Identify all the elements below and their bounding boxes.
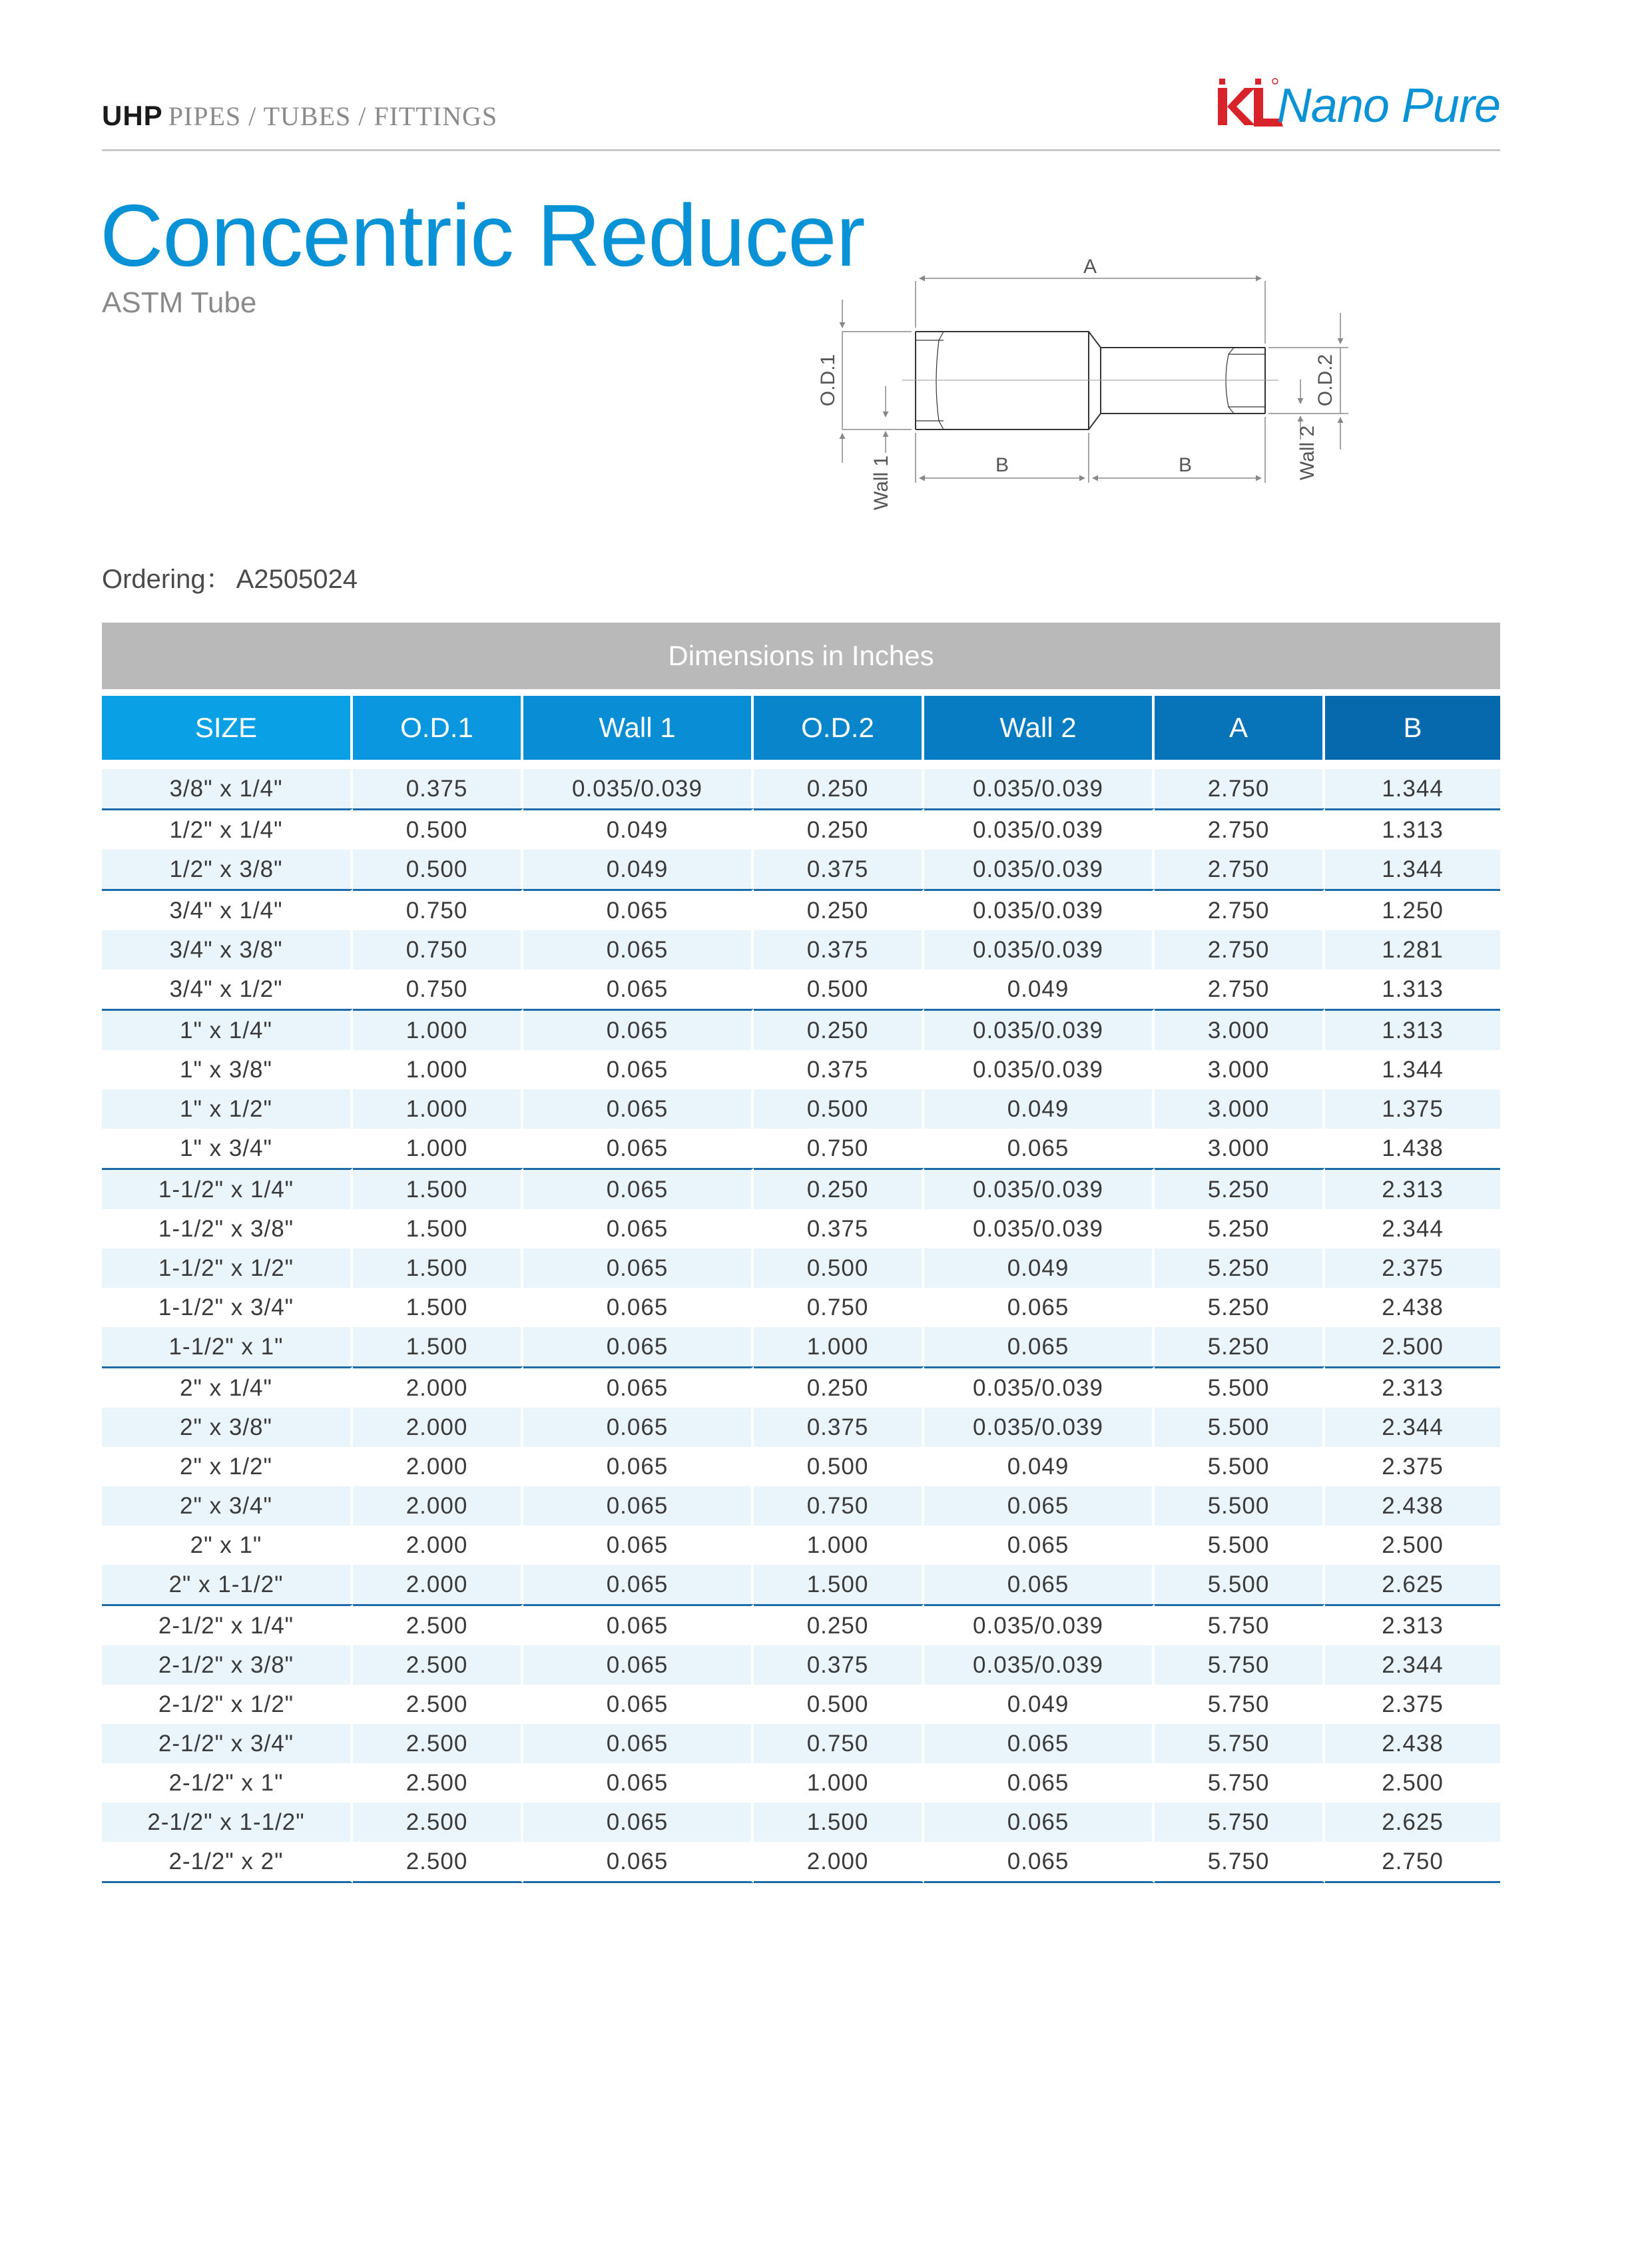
size-cell: 1" x 3/4" <box>102 1129 353 1168</box>
value-cell: 5.250 <box>1155 1327 1325 1366</box>
dimension-labels <box>817 256 1336 510</box>
value-cell: 0.065 <box>523 1842 754 1883</box>
table-row <box>102 808 1500 850</box>
value-cell: 2.375 <box>1382 1453 1444 1480</box>
value-cell: 2.750 <box>1155 970 1325 1009</box>
value-cell: 2.500 <box>353 1645 523 1685</box>
value-cell: 0.250 <box>754 889 924 930</box>
value-cell: 0.250 <box>754 760 924 808</box>
column-header: O.D.2 <box>754 696 924 760</box>
value-cell: 0.065 <box>523 1089 754 1129</box>
value-cell: 5.250 <box>1155 1209 1325 1249</box>
value-cell: 0.500 <box>353 808 523 850</box>
dim-label-b1: B <box>995 454 1009 476</box>
value-cell: 0.250 <box>754 1168 924 1209</box>
value-cell: 0.065 <box>924 1763 1155 1803</box>
value-cell: 0.750 <box>754 1129 924 1168</box>
table-caption: Dimensions in Inches <box>102 623 1500 689</box>
value-cell: 0.035/0.039 <box>924 1366 1155 1408</box>
value-cell: 0.035/0.039 <box>924 930 1155 970</box>
value-cell: 2.750 <box>1155 850 1325 889</box>
value-cell: 2.375 <box>1382 1691 1444 1717</box>
value-cell: 0.500 <box>754 1685 924 1724</box>
value-cell: 0.500 <box>353 850 523 889</box>
value-cell: 5.500 <box>1155 1447 1325 1486</box>
value-cell: 0.065 <box>523 1129 754 1168</box>
value-cell: 2.000 <box>353 1408 523 1447</box>
value-cell: 0.035/0.039 <box>924 1050 1155 1089</box>
value-cell: 2.500 <box>353 1724 523 1763</box>
value-cell: 0.375 <box>754 1408 924 1447</box>
value-cell: 0.375 <box>353 760 523 808</box>
header-divider <box>102 149 1500 151</box>
table-row <box>102 1685 1500 1724</box>
size-cell: 2-1/2" x 3/4" <box>102 1724 353 1763</box>
value-cell: 5.750 <box>1155 1842 1325 1883</box>
table-body <box>102 760 1500 1883</box>
table-row <box>102 889 1500 930</box>
dim-label-od2: O.D.2 <box>1314 354 1336 407</box>
value-cell: 0.049 <box>924 1685 1155 1724</box>
value-cell: 0.250 <box>754 808 924 850</box>
column-header: B <box>1325 696 1500 760</box>
value-cell: 0.065 <box>924 1288 1155 1327</box>
table-row <box>102 1803 1500 1842</box>
value-cell: 0.035/0.039 <box>924 1645 1155 1685</box>
kl-logo-icon <box>1214 73 1287 140</box>
value-cell: 5.500 <box>1155 1565 1325 1604</box>
size-cell: 1" x 3/8" <box>102 1050 353 1089</box>
value-cell: 2.750 <box>1155 889 1325 930</box>
value-cell: 2.500 <box>353 1685 523 1724</box>
value-cell: 0.049 <box>924 1089 1155 1129</box>
value-cell: 0.035/0.039 <box>924 1604 1155 1645</box>
value-cell: 2.500 <box>353 1763 523 1803</box>
value-cell: 2.625 <box>1325 1803 1500 1842</box>
size-cell: 1-1/2" x 1/2" <box>102 1249 353 1288</box>
value-cell: 3.000 <box>1155 1050 1325 1089</box>
value-cell: 1.500 <box>754 1803 924 1842</box>
table-row <box>102 1763 1500 1803</box>
header-row <box>102 696 1500 760</box>
value-cell: 0.065 <box>924 1565 1155 1604</box>
value-cell: 2.438 <box>1325 1724 1500 1763</box>
value-cell: 0.250 <box>754 1366 924 1408</box>
value-cell: 1.250 <box>1325 889 1500 930</box>
size-cell: 2" x 1/4" <box>102 1366 353 1408</box>
value-cell: 1.500 <box>353 1327 523 1366</box>
value-cell: 0.065 <box>924 1129 1155 1168</box>
table-row <box>102 1209 1500 1249</box>
value-cell: 0.500 <box>754 1447 924 1486</box>
column-header: Wall 1 <box>523 696 754 760</box>
value-cell: 2.500 <box>353 1803 523 1842</box>
value-cell: 1.000 <box>353 1129 523 1168</box>
table-row <box>102 760 1500 808</box>
value-cell: 2.500 <box>1325 1327 1500 1366</box>
value-cell: 0.065 <box>523 1803 754 1842</box>
size-cell: 3/4" x 1/2" <box>102 970 353 1009</box>
value-cell: 1.500 <box>353 1209 523 1249</box>
value-cell: 0.035/0.039 <box>924 1168 1155 1209</box>
table-row <box>102 850 1500 889</box>
dim-label-a: A <box>1083 256 1097 278</box>
table-row <box>102 1486 1500 1526</box>
dim-label-wall2: Wall 2 <box>1296 425 1318 481</box>
value-cell: 0.049 <box>924 1447 1155 1486</box>
value-cell: 5.750 <box>1155 1604 1325 1645</box>
size-cell: 3/4" x 3/8" <box>102 930 353 970</box>
value-cell: 0.035/0.039 <box>924 808 1155 850</box>
value-cell: 0.065 <box>924 1526 1155 1565</box>
value-cell: 0.375 <box>754 930 924 970</box>
value-cell: 0.065 <box>523 1486 754 1526</box>
value-cell: 0.035/0.039 <box>924 1009 1155 1050</box>
size-cell: 1" x 1/2" <box>102 1089 353 1129</box>
value-cell: 2.000 <box>353 1486 523 1526</box>
value-cell: 3.000 <box>1155 1129 1325 1168</box>
dim-label-b2: B <box>1178 454 1193 476</box>
value-cell: 1.000 <box>754 1526 924 1565</box>
value-cell: 2.750 <box>1155 760 1325 808</box>
value-cell: 1.438 <box>1382 1135 1444 1161</box>
value-cell: 2.344 <box>1325 1645 1500 1685</box>
value-cell: 0.065 <box>523 1724 754 1763</box>
size-cell: 1/2" x 3/8" <box>102 850 353 889</box>
table-row <box>102 970 1500 1009</box>
value-cell: 0.250 <box>754 1604 924 1645</box>
size-cell: 2" x 1" <box>102 1526 353 1565</box>
brand-logo <box>1214 73 1500 140</box>
column-header: SIZE <box>102 696 353 760</box>
size-cell: 3/8" x 1/4" <box>102 760 353 808</box>
size-cell: 1-1/2" x 3/4" <box>102 1288 353 1327</box>
value-cell: 0.065 <box>523 1565 754 1604</box>
size-cell: 2" x 1-1/2" <box>102 1565 353 1604</box>
value-cell: 2.438 <box>1325 1486 1500 1526</box>
value-cell: 0.065 <box>523 1526 754 1565</box>
column-header: O.D.1 <box>353 696 523 760</box>
value-cell: 1.344 <box>1382 1056 1444 1083</box>
value-cell: 0.065 <box>523 1249 754 1288</box>
category-rest: PIPES / TUBES / FITTINGS <box>168 101 498 131</box>
size-cell: 1-1/2" x 1/4" <box>102 1168 353 1209</box>
value-cell: 0.250 <box>754 1009 924 1050</box>
value-cell: 0.500 <box>754 1249 924 1288</box>
value-cell: 0.065 <box>523 1366 754 1408</box>
size-cell: 1" x 1/4" <box>102 1009 353 1050</box>
page-title: Concentric Reducer <box>100 186 865 284</box>
value-cell: 5.250 <box>1155 1288 1325 1327</box>
value-cell: 5.500 <box>1155 1408 1325 1447</box>
value-cell: 1.313 <box>1325 1009 1500 1050</box>
value-cell: 0.065 <box>523 1327 754 1366</box>
value-cell: 0.750 <box>754 1288 924 1327</box>
value-cell: 2.344 <box>1382 1215 1444 1242</box>
size-cell: 2-1/2" x 3/8" <box>102 1645 353 1685</box>
value-cell: 2.750 <box>1325 1842 1500 1883</box>
table-row <box>102 1327 1500 1366</box>
value-cell: 0.065 <box>523 889 754 930</box>
value-cell: 0.375 <box>754 1209 924 1249</box>
value-cell: 2.313 <box>1325 1168 1500 1209</box>
value-cell: 1.281 <box>1325 930 1500 970</box>
value-cell: 2.438 <box>1382 1294 1444 1320</box>
value-cell: 0.035/0.039 <box>523 760 754 808</box>
value-cell: 0.750 <box>353 930 523 970</box>
size-cell: 2-1/2" x 1-1/2" <box>102 1803 353 1842</box>
value-cell: 2.500 <box>1382 1769 1444 1796</box>
size-cell: 1-1/2" x 1" <box>102 1327 353 1366</box>
table-row <box>102 1288 1500 1327</box>
value-cell: 1.344 <box>1325 850 1500 889</box>
value-cell: 0.375 <box>754 850 924 889</box>
value-cell: 0.750 <box>754 1724 924 1763</box>
value-cell: 5.750 <box>1155 1763 1325 1803</box>
dim-label-wall1: Wall 1 <box>870 455 892 511</box>
table-row <box>102 1408 1500 1447</box>
column-header: A <box>1155 696 1325 760</box>
page-header <box>102 79 1500 150</box>
ordering-value: A2505024 <box>236 565 358 594</box>
value-cell: 0.035/0.039 <box>924 850 1155 889</box>
table-row <box>102 1565 1500 1604</box>
value-cell: 1.500 <box>353 1288 523 1327</box>
value-cell: 2.375 <box>1325 1249 1500 1288</box>
product-category <box>102 100 497 132</box>
table-row <box>102 1089 1500 1129</box>
size-cell: 2-1/2" x 1" <box>102 1763 353 1803</box>
table-header <box>102 696 1500 760</box>
size-cell: 2" x 3/8" <box>102 1408 353 1447</box>
value-cell: 0.065 <box>924 1724 1155 1763</box>
value-cell: 5.750 <box>1155 1685 1325 1724</box>
size-cell: 1-1/2" x 3/8" <box>102 1209 353 1249</box>
value-cell: 1.313 <box>1382 976 1444 1002</box>
value-cell: 0.500 <box>754 1089 924 1129</box>
table-row <box>102 1526 1500 1565</box>
value-cell: 2.313 <box>1325 1366 1500 1408</box>
value-cell: 5.750 <box>1155 1724 1325 1763</box>
value-cell: 2.000 <box>353 1526 523 1565</box>
value-cell: 0.065 <box>523 1288 754 1327</box>
value-cell: 2.500 <box>353 1842 523 1883</box>
value-cell: 3.000 <box>1155 1089 1325 1129</box>
value-cell: 2.344 <box>1325 1408 1500 1447</box>
value-cell: 1.000 <box>353 1009 523 1050</box>
value-cell: 2.625 <box>1325 1565 1500 1604</box>
value-cell: 0.065 <box>523 1645 754 1685</box>
value-cell: 0.065 <box>924 1327 1155 1366</box>
value-cell: 1.375 <box>1325 1089 1500 1129</box>
value-cell: 1.000 <box>353 1089 523 1129</box>
value-cell: 0.065 <box>523 1050 754 1089</box>
value-cell: 2.000 <box>353 1447 523 1486</box>
value-cell: 0.750 <box>754 1486 924 1526</box>
table-row <box>102 930 1500 970</box>
value-cell: 1.000 <box>754 1763 924 1803</box>
table-row <box>102 1842 1500 1883</box>
dim-label-od1: O.D.1 <box>817 354 839 407</box>
value-cell: 5.250 <box>1155 1249 1325 1288</box>
table-row <box>102 1366 1500 1408</box>
value-cell: 0.035/0.039 <box>924 889 1155 930</box>
table-row <box>102 1129 1500 1168</box>
value-cell: 0.049 <box>523 850 754 889</box>
column-header: Wall 2 <box>924 696 1155 760</box>
category-strong: UHP <box>102 100 163 131</box>
page-subtitle: ASTM Tube <box>102 286 257 319</box>
value-cell: 1.500 <box>353 1249 523 1288</box>
reducer-diagram <box>802 253 1375 526</box>
value-cell: 0.065 <box>523 1209 754 1249</box>
value-cell: 2.313 <box>1325 1604 1500 1645</box>
value-cell: 2.750 <box>1155 930 1325 970</box>
value-cell: 0.065 <box>924 1486 1155 1526</box>
value-cell: 5.500 <box>1155 1486 1325 1526</box>
value-cell: 0.035/0.039 <box>924 1209 1155 1249</box>
value-cell: 1.500 <box>754 1565 924 1604</box>
ordering-label: Ordering： <box>102 565 232 594</box>
value-cell: 0.065 <box>924 1842 1155 1883</box>
value-cell: 2.000 <box>754 1842 924 1883</box>
value-cell: 0.375 <box>754 1050 924 1089</box>
size-cell: 2-1/2" x 1/4" <box>102 1604 353 1645</box>
value-cell: 1.344 <box>1325 760 1500 808</box>
value-cell: 3.000 <box>1155 1009 1325 1050</box>
value-cell: 5.250 <box>1155 1168 1325 1209</box>
value-cell: 0.065 <box>523 1685 754 1724</box>
size-cell: 3/4" x 1/4" <box>102 889 353 930</box>
table-row <box>102 1645 1500 1685</box>
value-cell: 0.065 <box>523 1009 754 1050</box>
value-cell: 0.065 <box>523 930 754 970</box>
value-cell: 2.750 <box>1155 808 1325 850</box>
value-cell: 0.500 <box>754 970 924 1009</box>
size-cell: 2-1/2" x 2" <box>102 1842 353 1883</box>
value-cell: 0.049 <box>924 970 1155 1009</box>
value-cell: 1.000 <box>754 1327 924 1366</box>
size-cell: 2" x 3/4" <box>102 1486 353 1526</box>
ordering-code <box>102 558 358 596</box>
value-cell: 5.750 <box>1155 1803 1325 1842</box>
table-row <box>102 1604 1500 1645</box>
value-cell: 2.000 <box>353 1565 523 1604</box>
value-cell: 0.035/0.039 <box>924 760 1155 808</box>
value-cell: 1.000 <box>353 1050 523 1089</box>
value-cell: 0.375 <box>754 1645 924 1685</box>
value-cell: 5.500 <box>1155 1526 1325 1565</box>
table-row <box>102 1050 1500 1089</box>
value-cell: 2.500 <box>1382 1532 1444 1558</box>
table-row <box>102 1724 1500 1763</box>
value-cell: 5.500 <box>1155 1366 1325 1408</box>
table-row <box>102 1168 1500 1209</box>
value-cell: 0.750 <box>353 970 523 1009</box>
table-row <box>102 1009 1500 1050</box>
value-cell: 2.000 <box>353 1366 523 1408</box>
dimensions-table <box>102 696 1500 1883</box>
value-cell: 0.065 <box>523 1408 754 1447</box>
table-row <box>102 1447 1500 1486</box>
value-cell: 0.065 <box>523 1447 754 1486</box>
value-cell: 0.065 <box>523 1604 754 1645</box>
value-cell: 0.065 <box>523 1763 754 1803</box>
table-row <box>102 1249 1500 1288</box>
value-cell: 1.313 <box>1325 808 1500 850</box>
size-cell: 2-1/2" x 1/2" <box>102 1685 353 1724</box>
value-cell: 0.049 <box>523 808 754 850</box>
value-cell: 0.035/0.039 <box>924 1408 1155 1447</box>
size-cell: 2" x 1/2" <box>102 1447 353 1486</box>
size-cell: 1/2" x 1/4" <box>102 808 353 850</box>
value-cell: 0.750 <box>353 889 523 930</box>
value-cell: 0.065 <box>523 970 754 1009</box>
value-cell: 2.500 <box>353 1604 523 1645</box>
value-cell: 0.049 <box>924 1249 1155 1288</box>
logo-wordmark: Nano Pure <box>1276 79 1500 133</box>
value-cell: 0.065 <box>924 1803 1155 1842</box>
value-cell: 0.065 <box>523 1168 754 1209</box>
value-cell: 1.500 <box>353 1168 523 1209</box>
value-cell: 5.750 <box>1155 1645 1325 1685</box>
